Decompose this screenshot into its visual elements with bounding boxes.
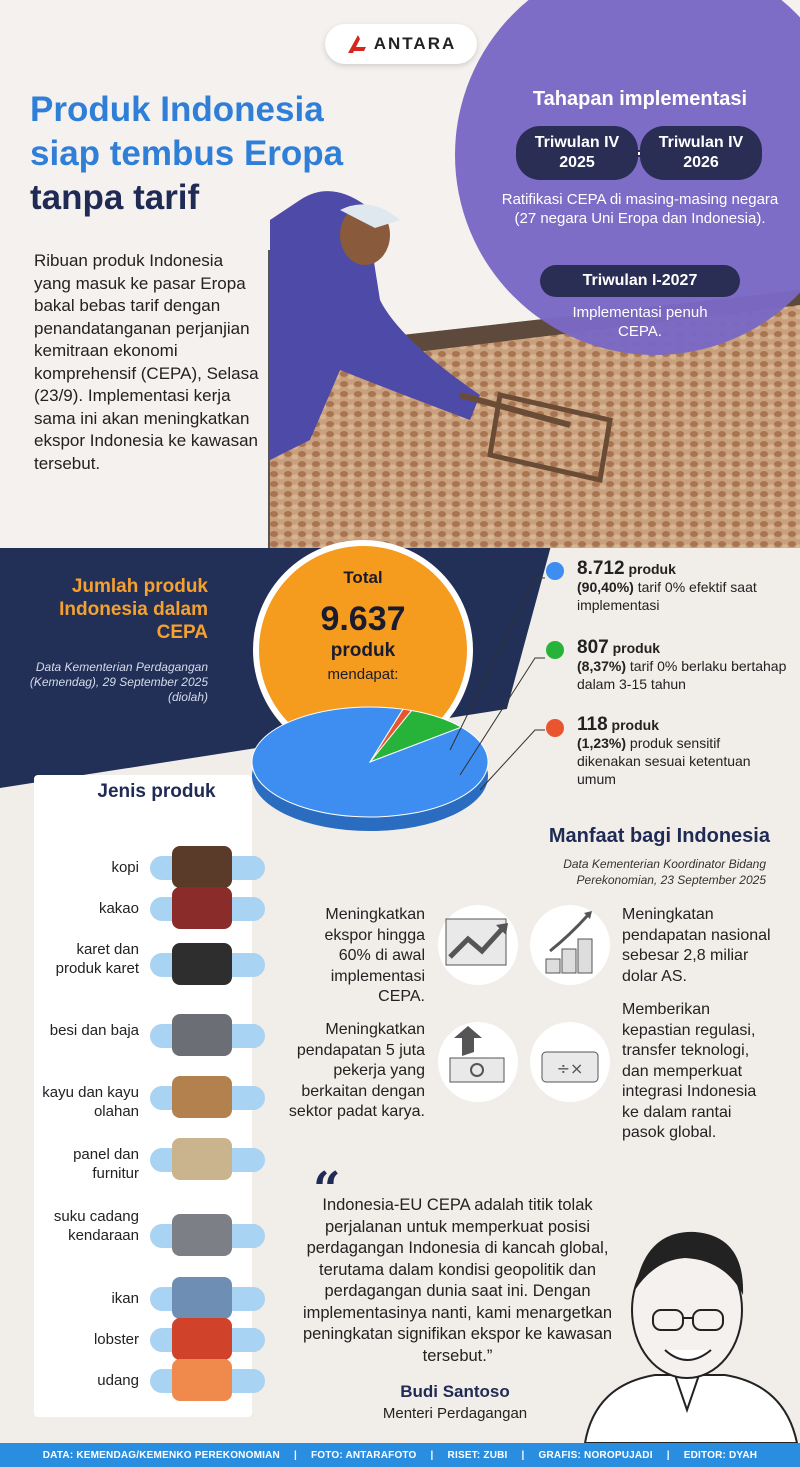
product-label: suku cadang kendaraan <box>53 1208 139 1244</box>
legend-2-num: 807 <box>577 637 609 658</box>
product-label: kopi <box>111 859 139 876</box>
quote-mark-icon: “ <box>313 1162 341 1218</box>
furniture-icon <box>172 1138 232 1180</box>
legend-1-unit: produk <box>628 561 676 577</box>
credit-research: RISET: ZUBI <box>447 1449 508 1461</box>
antara-logo <box>325 24 477 64</box>
credit-sep: | <box>430 1449 434 1461</box>
credit-editor: EDITOR: DYAH <box>683 1449 758 1461</box>
fish-icon <box>172 1277 232 1319</box>
legend-leader-lines <box>440 570 560 830</box>
title-line-3: tanpa tarif <box>30 178 200 217</box>
product-label: karet dan produk karet <box>55 941 139 977</box>
page-title <box>30 88 430 220</box>
wood-logs-icon <box>172 1076 232 1118</box>
total-label: Total <box>343 568 383 587</box>
intro-text: Ribuan produk Indonesia yang masuk ke pasar Eropa bakal bebas tarif dengan penandatanganan perjanjian kemitraan ekonomi komprehensif (CEPA), Selasa (23/9). Implementasi kerja sama ini akan meningkatkan ekspor Indonesia ke kawasan tersebut. <box>34 251 259 473</box>
legend-3-pct: (1,23%) <box>577 735 627 751</box>
benefits-title: Manfaat bagi Indonesia <box>548 825 770 847</box>
total-get-label: mendapat: <box>327 666 399 683</box>
credit-graphic: GRAFIS: NOROPUJADI <box>538 1449 653 1461</box>
legend-item-1 <box>577 560 792 614</box>
timeline-title: Tahapan implementasi <box>532 88 748 110</box>
credit-sep: | <box>666 1449 670 1461</box>
legend-3-text: produk sensitif dikenakan sesuai ketentuan umum <box>577 735 751 787</box>
product-label: kayu dan kayu olahan <box>42 1084 139 1120</box>
credit-data: DATA: KEMENDAG/KEMENKO PEREKONOMIAN <box>42 1449 280 1461</box>
timeline-desc-implementation: Implementasi penuh CEPA. <box>572 304 708 340</box>
coffee-beans-icon <box>172 846 232 888</box>
title-line-2: siap tembus Eropa <box>30 134 344 173</box>
total-unit: produk <box>330 640 396 661</box>
shrimp-icon <box>172 1359 232 1401</box>
product-label: lobster <box>93 1331 139 1348</box>
timeline-stage-b: Triwulan IV 2026 <box>640 126 762 180</box>
product-label: kakao <box>98 900 139 917</box>
quote-author-role: Menteri Perdagangan <box>382 1405 528 1422</box>
regulation-icon <box>530 1022 610 1102</box>
legend-2-pct: (8,37%) <box>577 658 627 674</box>
cepa-source: Data Kementerian Perdagangan (Kemendag), 29 September 2025 (diolah) <box>29 660 208 704</box>
quote-text: Indonesia-EU CEPA adalah titik tolak perjalanan untuk memperkuat posisi perdagangan Indonesia di kancah global, terutama dalam kondisi geopolitik dan perdagangan dunia saat ini. Dengan implementasinya nanti, kami menargetkan peningkatan signifikan ekspor ke kawasan tersebut.” <box>302 1196 613 1365</box>
product-label: besi dan baja <box>49 1022 139 1039</box>
income-growth-icon <box>530 905 610 985</box>
tire-icon <box>172 943 232 985</box>
credits-footer <box>0 1443 800 1467</box>
credit-sep: | <box>521 1449 525 1461</box>
benefits-source: Data Kementerian Koordinator Bidang Perekonomian, 23 September 2025 <box>563 857 766 887</box>
steel-bars-icon <box>172 1014 232 1056</box>
product-types-title: Jenis produk <box>97 781 216 802</box>
timeline-stage-c: Triwulan I-2027 <box>540 265 740 297</box>
title-line-1: Produk Indonesia <box>30 90 324 129</box>
engine-icon <box>172 1214 232 1256</box>
total-value: 9.637 <box>320 600 406 638</box>
legend-1-pct: (90,40%) <box>577 579 634 595</box>
legend-1-text: tarif 0% efektif saat implementasi <box>577 579 757 613</box>
benefit-income: Meningkatan pendapatan nasional sebesar 2,8 miliar dolar AS. <box>622 906 771 985</box>
benefit-regulation: Memberikan kepastian regulasi, transfer teknologi, dan memperkuat integrasi Indonesia ke dalam rantai pasok global. <box>622 1001 757 1141</box>
antara-mark-icon <box>346 33 368 55</box>
benefit-export: Meningkatkan ekspor hingga 60% di awal implementasi CEPA. <box>324 906 425 1005</box>
legend-dot-green <box>546 641 564 659</box>
timeline-desc-ratification: Ratifikasi CEPA di masing-masing negara (27 negara Uni Eropa dan Indonesia). <box>501 191 779 227</box>
export-chart-icon <box>438 905 518 985</box>
credit-photo: FOTO: ANTARAFOTO <box>310 1449 417 1461</box>
quote-author-name: Budi Santoso <box>400 1382 510 1401</box>
cepa-title: Jumlah produk Indonesia dalam CEPA <box>59 576 208 643</box>
legend-dot-red <box>546 719 564 737</box>
legend-dot-blue <box>546 562 564 580</box>
money-icon <box>438 1022 518 1102</box>
minister-portrait <box>575 1210 800 1443</box>
legend-1-num: 8.712 <box>577 558 625 579</box>
cacao-pod-icon <box>172 887 232 929</box>
product-label: panel dan furnitur <box>73 1146 139 1182</box>
legend-item-3 <box>577 716 772 788</box>
benefit-workers: Meningkatkan pendapatan 5 juta pekerja yang berkaitan dengan sektor padat karya. <box>288 1021 425 1120</box>
legend-2-unit: produk <box>612 640 661 656</box>
lobster-icon <box>172 1318 232 1360</box>
intro-divider <box>268 250 270 550</box>
legend-3-unit: produk <box>611 717 659 733</box>
legend-3-num: 118 <box>577 714 608 735</box>
svg-text:÷×: ÷× <box>556 1059 584 1078</box>
logo-text: ANTARA <box>373 34 457 53</box>
product-label: udang <box>97 1372 139 1389</box>
product-label: ikan <box>111 1290 139 1307</box>
timeline-stage-a: Triwulan IV 2025 <box>516 126 638 180</box>
legend-item-2 <box>577 639 792 693</box>
credit-sep: | <box>293 1449 297 1461</box>
legend-2-text: tarif 0% berlaku bertahap dalam 3-15 tahun <box>577 658 787 692</box>
